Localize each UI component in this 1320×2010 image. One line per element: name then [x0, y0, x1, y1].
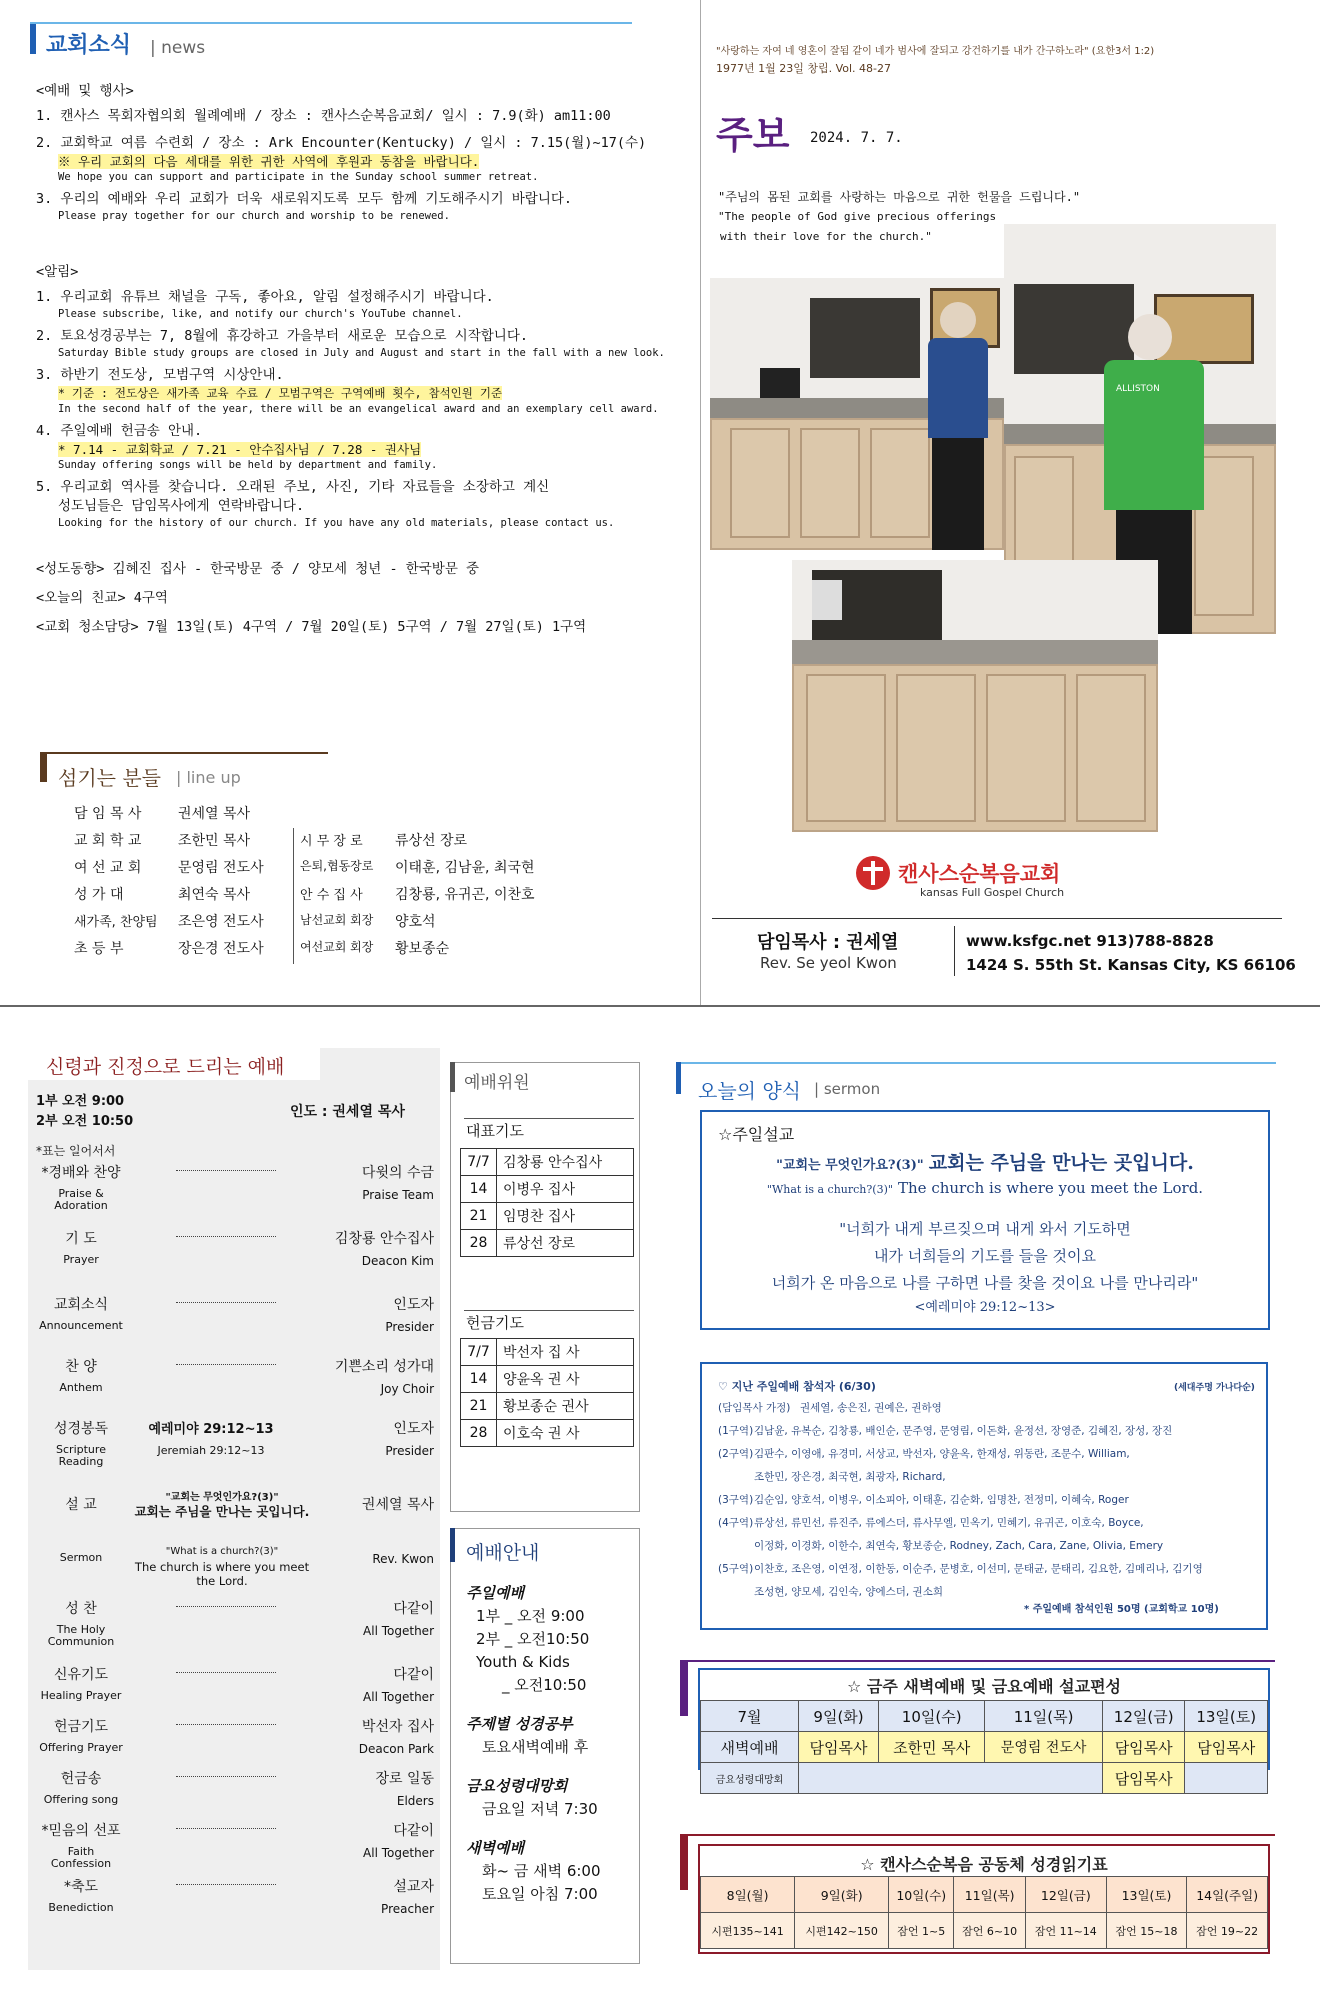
guide-line: 토요일 아침 7:00	[482, 1885, 598, 1903]
leader-dots	[176, 1170, 276, 1171]
table-row: 7/7 김창룡 안수집사	[461, 1149, 634, 1176]
attendance-row	[718, 1515, 1262, 1538]
worship-order-item	[36, 1876, 434, 1922]
order-right-en: All Together	[363, 1846, 434, 1860]
website-phone: www.ksfgc.net 913)788-8828	[966, 932, 1214, 950]
table-row: 21 황보종순 권사	[461, 1393, 634, 1420]
leader-dots	[176, 1884, 276, 1885]
order-en: Anthem	[59, 1381, 103, 1394]
attendance-row	[718, 1469, 1262, 1492]
schedule-line	[680, 1660, 1275, 1662]
attendance-row	[718, 1400, 1262, 1423]
order-en: Announcement	[39, 1319, 123, 1332]
attendance-row	[718, 1561, 1262, 1584]
attendance-row	[718, 1423, 1262, 1446]
table-row: 14 이병우 집사	[461, 1176, 634, 1203]
rep-prayer-line	[464, 1118, 634, 1119]
guide-line: 금요일 저녁 7:30	[482, 1800, 598, 1818]
guide-body	[466, 1582, 601, 1906]
order-en: Prayer	[63, 1253, 99, 1266]
reading-bar	[680, 1834, 688, 1890]
attendance-names: 김판수, 이영애, 유경미, 서상교, 박선자, 양윤옥, 한재성, 위동란, 조문수, William,	[754, 1448, 1130, 1460]
leader-dots	[176, 1606, 276, 1607]
attendance-group: (1구역)	[718, 1425, 754, 1437]
worship-order-item	[36, 1418, 434, 1480]
order-right-kr: 인도자	[393, 1297, 434, 1313]
notice-3: 3. 하반기 전도상, 모범구역 시상안내.	[36, 367, 284, 383]
guide-dawn-title: 새벽예배	[466, 1839, 524, 1857]
worship-order	[36, 1162, 434, 1922]
sermon-header-title: 오늘의 양식	[698, 1079, 801, 1103]
events-heading: <예배 및 행사>	[36, 83, 134, 99]
guide-line: 화~ 금 새벽 6:00	[482, 1862, 601, 1880]
attendance-names: 이정화, 이경화, 이한수, 최연숙, 황보종순, Rodney, Zach, Cara, Zane, Olivia, Emery	[754, 1540, 1164, 1552]
guide-line: Youth & Kids	[476, 1653, 570, 1671]
order-right-kr: 장로 일동	[375, 1771, 434, 1787]
lineup-header-line	[40, 752, 328, 754]
attendance-note: (세대주명 가나다순)	[1174, 1383, 1255, 1393]
lineup-row: 성 가 대 최연숙 목사	[74, 887, 251, 903]
attendance-row	[718, 1538, 1262, 1561]
order-right-kr: 다윗의 수금	[361, 1165, 434, 1181]
event-3-en: Please pray together for our church and worship to be renewed.	[58, 210, 450, 222]
order-right-kr: 설교자	[393, 1879, 434, 1895]
order-right-en: Praise Team	[362, 1188, 434, 1202]
table-row: 7/7 박선자 집 사	[461, 1339, 634, 1366]
lineup-row: 시 무 장 로 류상선 장로	[300, 833, 468, 849]
attendance-group: (4구역)	[718, 1517, 754, 1529]
attendance-group	[718, 1538, 754, 1561]
order-mid-kr: "교회는 무엇인가요?(3)"	[165, 1492, 279, 1503]
attendance-group: (5구역)	[718, 1563, 754, 1575]
order-en: Offering song	[43, 1793, 119, 1806]
event-2-sub: ※ 우리 교회의 다음 세대를 위한 귀한 사역에 후원과 동참을 바랍니다.	[58, 154, 480, 169]
founded-vol: 1977년 1월 23일 창립. Vol. 48-27	[716, 62, 892, 75]
sermon-header-sub: | sermon	[814, 1080, 881, 1098]
lineup-row: 여 선 교 회 문영림 전도사	[74, 860, 264, 876]
guide-title: 예배안내	[466, 1542, 540, 1564]
attendance-names: 류상선, 류민선, 류진주, 류에스더, 류사무엘, 민옥기, 민혜기, 유귀곤, 이호숙, Boyce,	[754, 1517, 1144, 1529]
notice-4-sub: * 7.14 - 교회학교 / 7.21 - 안수집사님 / 7.28 - 권사님	[58, 442, 422, 457]
notice-3-sub: * 기준 : 전도상은 새가족 교육 수료 / 모범구역은 구역예배 횟수, 참석인원 기준	[58, 386, 503, 400]
order-mid-en: the Lord.	[196, 1574, 248, 1588]
leader-dots	[176, 1828, 276, 1829]
reading-table	[700, 1876, 1268, 1949]
footer-divider	[954, 926, 955, 976]
schedule-bar	[680, 1660, 688, 1716]
leader-dots	[176, 1724, 276, 1725]
verse-ref: <예레미야 29:12~13>	[914, 1300, 1056, 1315]
guide-friday-title: 금요성령대망회	[466, 1777, 568, 1795]
news-header-bar	[30, 22, 36, 54]
order-right-en: Preacher	[381, 1902, 434, 1916]
lineup-row: 담 임 목 사 권세열 목사	[74, 806, 251, 822]
order-right-en: All Together	[363, 1624, 434, 1638]
attendance-title: ♡ 지난 주일예배 참석자 (6/30)	[718, 1380, 876, 1393]
guide-line: 1부 _ 오전 9:00	[476, 1607, 585, 1625]
offering-prayer-title: 헌금기도	[466, 1314, 524, 1332]
order-kr: *축도	[63, 1879, 99, 1895]
lineup-sub: | line up	[176, 768, 241, 787]
verse-line: "너희가 내게 부르짖으며 내게 와서 기도하면	[839, 1220, 1131, 1238]
order-kr: *믿음의 선포	[41, 1823, 121, 1839]
worship-order-item	[36, 1162, 434, 1228]
attendance-total: * 주일예배 참석인원 50명 (교회학교 10명)	[1024, 1604, 1219, 1615]
lineup-row: 안 수 집 사 김창룡, 유귀곤, 이찬호	[300, 887, 535, 903]
order-right-kr: 다같이	[393, 1823, 434, 1839]
lineup-row: 은퇴,협동장로 이태훈, 김남윤, 최국현	[300, 859, 535, 876]
order-en: Praise & Adoration	[54, 1187, 108, 1212]
service-2: 2부 오전 10:50	[36, 1114, 134, 1129]
rep-prayer-table	[460, 1148, 634, 1257]
attendance-names: 조성현, 양모세, 김인숙, 양에스더, 권소희	[754, 1586, 943, 1598]
order-en: The Holy Communion	[47, 1623, 115, 1648]
order-right-kr: 다같이	[393, 1601, 434, 1617]
schedule-table	[700, 1700, 1268, 1794]
lineup-left	[74, 803, 264, 965]
attendance-names: 이찬호, 조은영, 이연정, 이한동, 이순주, 문병호, 이선미, 문태균, 문태리, 김요한, 김메리나, 김기영	[754, 1563, 1203, 1575]
leader-dots	[176, 1776, 276, 1777]
news-sub: | news	[150, 38, 206, 58]
guide-line: 2부 _ 오전10:50	[476, 1630, 590, 1648]
worship-order-item	[36, 1664, 434, 1716]
worship-order-item	[36, 1716, 434, 1768]
table-row: 새벽예배 담임목사 조한민 목사 문영림 전도사 담임목사 담임목사	[701, 1732, 1268, 1763]
table-row: 14 양윤옥 권 사	[461, 1366, 634, 1393]
news-title: 교회소식	[46, 33, 132, 58]
lineup-row: 교 회 학 교 조한민 목사	[74, 833, 251, 849]
order-kr: 헌금기도	[53, 1719, 109, 1735]
news-header-line	[30, 22, 632, 24]
lineup-divider	[293, 828, 294, 964]
worship-order-item	[36, 1768, 434, 1820]
notice-5-en: Looking for the history of our church. If you have any old materials, please contact us.	[58, 517, 615, 529]
lineup-row: 초 등 부 장은경 전도사	[74, 941, 264, 957]
order-kr: 헌금송	[60, 1771, 102, 1787]
sermon-verse	[700, 1216, 1270, 1319]
notices-heading: <알림>	[36, 264, 79, 280]
notice-2: 2. 토요성경공부는 7, 8월에 휴강하고 가을부터 새로운 모습으로 시작합니다.	[36, 328, 528, 344]
attendance-list	[718, 1400, 1262, 1607]
reading-title: ☆ 캔사스순복음 공동체 성경읽기표	[860, 1855, 1108, 1874]
leader-dots	[176, 1672, 276, 1673]
order-en: Benediction	[48, 1901, 114, 1914]
event-3: 3. 우리의 예배와 우리 교회가 더욱 새로워지도록 모두 함께 기도해주시기 바랍니다.	[36, 191, 573, 207]
notice-3-en: In the second half of the year, there will be an evangelical award and an exemplary cell award.	[58, 403, 659, 415]
order-right-en: Rev. Kwon	[372, 1552, 434, 1566]
footer-line	[712, 918, 1282, 919]
worship-order-item	[36, 1294, 434, 1356]
lineup-right	[300, 830, 535, 965]
table-row: 금요성령대망회 담임목사	[701, 1763, 1268, 1794]
leader-dots	[176, 1364, 276, 1365]
attendance-names: 김남윤, 유복순, 김창룡, 배인순, 문주영, 문영림, 이돈화, 윤정선, 장영준, 김혜진, 장성, 장진	[754, 1425, 1173, 1437]
attendance-row	[718, 1492, 1262, 1515]
committee-title: 예배위원	[464, 1073, 530, 1093]
notice-4: 4. 주일예배 헌금송 안내.	[36, 423, 203, 439]
church-logo-icon	[856, 856, 890, 890]
verse-line: 너희가 온 마음으로 나를 구하면 나를 찾을 것이요 나를 만나리라"	[771, 1274, 1199, 1292]
order-mid-en: Jeremiah 29:12~13	[157, 1444, 265, 1457]
member-status: <성도동향> 김혜진 집사 - 한국방문 중 / 양모세 청년 - 한국방문 중	[36, 561, 480, 577]
shirt-text: ALLISTON	[1116, 384, 1160, 394]
order-kr: 찬 양	[65, 1359, 97, 1375]
lineup-row: 여선교회 회장 황보종순	[300, 940, 450, 957]
offering-prayer-table	[460, 1338, 634, 1447]
lineup-title: 섬기는 분들	[58, 766, 161, 790]
notice-1-en: Please subscribe, like, and notify our church's YouTube channel.	[58, 308, 463, 320]
page-divider	[0, 1005, 1320, 1007]
attendance-group	[718, 1469, 754, 1492]
order-mid-en: The church is where you meet	[134, 1560, 310, 1574]
order-right-kr: 박선자 집사	[361, 1719, 434, 1735]
table-row: 28 이호숙 권 사	[461, 1420, 634, 1447]
schedule-title: ☆ 금주 새벽예배 및 금요예배 설교편성	[846, 1677, 1122, 1696]
photo-donor-1	[710, 278, 1004, 550]
sermon-header-line	[676, 1062, 1276, 1064]
church-name-kr: 캔사스순복음교회	[898, 862, 1061, 886]
lineup-row: 남선교회 회장 양호석	[300, 913, 436, 930]
order-right-kr: 인도자	[393, 1421, 434, 1437]
verse-line: 내가 너희들의 기도를 들을 것이요	[874, 1247, 1096, 1265]
notice-4-en: Sunday offering songs will be held by department and family.	[58, 459, 438, 471]
order-right-en: Deacon Park	[358, 1742, 434, 1756]
reading-line	[680, 1834, 1275, 1836]
order-kr: *경배와 찬양	[41, 1165, 121, 1181]
order-kr: 성 찬	[65, 1601, 97, 1617]
order-en: Healing Prayer	[40, 1689, 122, 1702]
worship-order-item	[36, 1480, 434, 1598]
notice-5: 5. 우리교회 역사를 찾습니다. 오래된 주보, 사진, 기타 자료들을 소장하고 계신	[36, 479, 550, 495]
event-1: 1. 캔사스 목회자협의회 월례예배 / 장소 : 캔사스순복음교회/ 일시 : 7.9(화) am11:00	[36, 108, 611, 124]
worship-order-item	[36, 1598, 434, 1664]
order-kr: 설 교	[65, 1497, 97, 1513]
order-kr: 신유기도	[53, 1667, 109, 1683]
offering-en1: "The people of God give precious offerings	[718, 210, 997, 223]
pastor-kr: 담임목사 : 권세열	[757, 932, 899, 953]
table-row: 21 임명찬 집사	[461, 1203, 634, 1230]
order-kr: 교회소식	[53, 1297, 109, 1313]
order-right-kr: 권세열 목사	[361, 1497, 434, 1513]
guide-bible-title: 주제별 성경공부	[466, 1715, 573, 1733]
order-right-kr: 다같이	[393, 1667, 434, 1683]
order-en: Sermon	[59, 1551, 103, 1564]
address: 1424 S. 55th St. Kansas City, KS 66106	[966, 956, 1296, 974]
leader-dots	[176, 1236, 276, 1237]
church-name-en: kansas Full Gospel Church	[920, 886, 1065, 899]
worship-header: 신령과 진정으로 드리는 예배	[46, 1056, 285, 1078]
leader: 인도 : 권세열 목사	[290, 1104, 405, 1120]
order-mid-kr: 예레미야 29:12~13	[148, 1422, 274, 1437]
jubo-title: 주보	[716, 113, 790, 157]
guide-line: _ 오전10:50	[502, 1676, 587, 1694]
offering-kr: "주님의 몸된 교회를 사랑하는 마음으로 귀한 헌물을 드립니다."	[718, 190, 1081, 204]
rep-prayer-title: 대표기도	[466, 1122, 524, 1140]
notice-2-en: Saturday Bible study groups are closed in July and August and start in the fall with a new look.	[58, 347, 665, 359]
lineup-row: 새가족, 찬양팀 조은영 전도사	[74, 914, 264, 930]
event-2-en: We hope you can support and participate in the Sunday school summer retreat.	[58, 171, 539, 183]
order-kr: 성경봉독	[53, 1421, 109, 1437]
worship-order-item	[36, 1820, 434, 1876]
order-kr: 기 도	[65, 1231, 97, 1247]
sermon-header-bar	[676, 1062, 681, 1094]
guide-line: 토요새벽예배 후	[482, 1738, 589, 1756]
leader-dots	[176, 1302, 276, 1303]
attendance-group	[718, 1584, 754, 1607]
table-row: 28 류상선 장로	[461, 1230, 634, 1257]
committee-bar	[450, 1062, 455, 1092]
order-right-en: Presider	[385, 1320, 434, 1334]
order-right-kr: 기쁜소리 성가대	[334, 1359, 434, 1375]
offering-prayer-line	[464, 1310, 634, 1311]
notice-1: 1. 우리교회 유튜브 채널을 구독, 좋아요, 알림 설정해주시기 바랍니다.	[36, 289, 494, 305]
offering-en2: with their love for the church."	[720, 230, 932, 243]
order-right-en: Elders	[396, 1794, 434, 1808]
service-1: 1부 오전 9:00	[36, 1094, 125, 1109]
order-mid-kr: 교회는 주님을 만나는 곳입니다.	[134, 1504, 310, 1519]
page1-fold	[700, 0, 701, 1005]
notice-5-line2: 성도님들은 담임목사에게 연락바랍니다.	[58, 498, 305, 514]
sermon-label: ☆주일설교	[718, 1125, 795, 1144]
news-body	[36, 82, 676, 637]
pastor-en: Rev. Se yeol Kwon	[760, 954, 897, 972]
table-row: 시편135~141 시편142~150 잠언 1~5 잠언 6~10 잠언 11~14 잠언 15~18 잠언 19~22	[701, 1913, 1268, 1949]
attendance-group: (3구역)	[718, 1494, 754, 1506]
order-right-kr: 김창룡 안수집사	[334, 1231, 434, 1247]
attendance-names: 조한민, 장은경, 최국현, 최광자, Richard,	[754, 1471, 946, 1483]
attendance-group: (담임목사 가정)	[718, 1402, 791, 1414]
attendance-group: (2구역)	[718, 1448, 754, 1460]
guide-sunday-title: 주일예배	[466, 1584, 524, 1602]
order-en: Scripture Reading	[56, 1443, 106, 1468]
sermon-title-kr: "교회는 무엇인가요?(3)" 교회는 주님을 만나는 곳입니다.	[776, 1152, 1194, 1174]
cover-verse: "사랑하는 자여 네 영혼이 잘됨 같이 네가 범사에 잘되고 강건하기를 내가 간구하노라" (요한3서 1:2)	[716, 46, 1155, 57]
event-2: 2. 교회학교 여름 수련회 / 장소 : Ark Encounter(Kentucky) / 일시 : 7.15(월)~17(수)	[36, 135, 647, 151]
sermon-title-en: "What is a church?(3)" The church is where you meet the Lord.	[766, 1179, 1204, 1197]
worship-order-item	[36, 1228, 434, 1294]
attendance-names: 김순임, 양호석, 이병우, 이소피아, 이태훈, 김순화, 임명찬, 전정미, 이혜숙, Roger	[754, 1494, 1129, 1506]
photo-cabinet	[792, 560, 1158, 832]
order-right-en: All Together	[363, 1690, 434, 1704]
table-row: 8일(월) 9일(화) 10일(수) 11일(목) 12일(금) 13일(토) 14일(주일)	[701, 1877, 1268, 1913]
fellowship: <오늘의 친교> 4구역	[36, 590, 168, 606]
order-mid-en: "What is a church?(3)"	[165, 1546, 279, 1557]
cleaning-duty: <교회 청소담당> 7월 13일(토) 4구역 / 7월 20일(토) 5구역 / 7월 27일(토) 1구역	[36, 619, 587, 635]
guide-bar	[450, 1528, 455, 1562]
order-en: Offering Prayer	[39, 1741, 123, 1754]
order-right-en: Presider	[385, 1444, 434, 1458]
order-en: Faith Confession	[50, 1845, 112, 1870]
attendance-names: 권세열, 송은진, 권예은, 권하영	[800, 1402, 942, 1414]
jubo-date: 2024. 7. 7.	[810, 130, 903, 146]
worship-order-item	[36, 1356, 434, 1418]
stand-note: *표는 일어서서	[36, 1144, 116, 1158]
order-right-en: Deacon Kim	[361, 1254, 434, 1268]
table-row: 7월 9일(화) 10일(수) 11일(목) 12일(금) 13일(토)	[701, 1701, 1268, 1732]
order-right-en: Joy Choir	[380, 1382, 434, 1396]
lineup-header-bar	[40, 752, 47, 782]
attendance-row	[718, 1446, 1262, 1469]
